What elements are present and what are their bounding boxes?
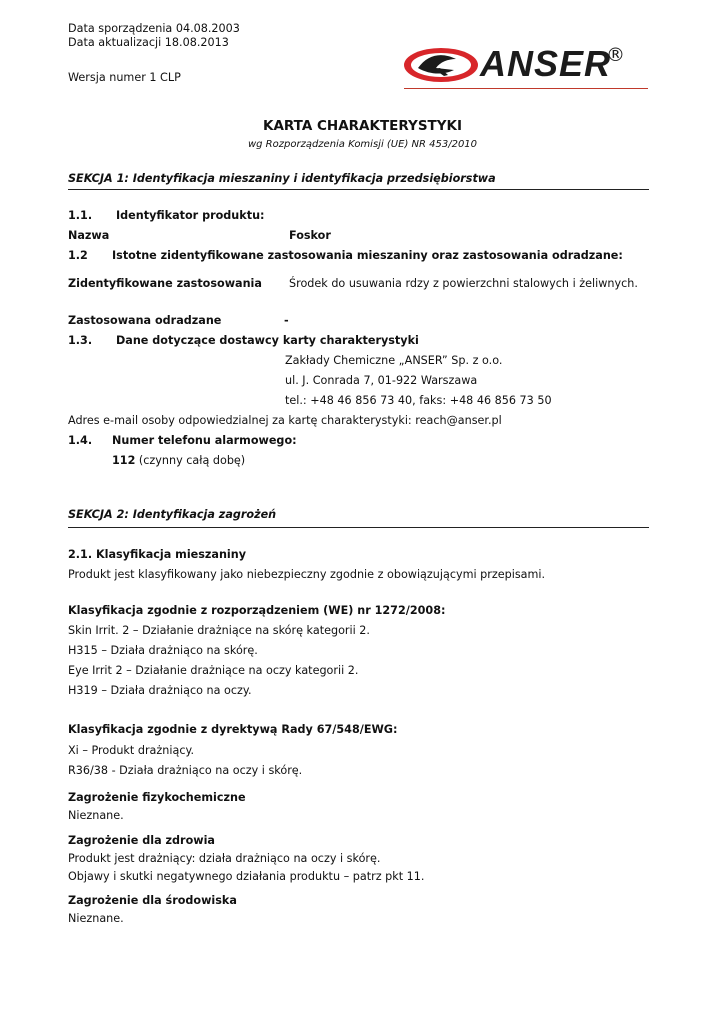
section1-divider (68, 189, 649, 190)
s14-label: Numer telefonu alarmowego: (112, 434, 297, 447)
emergency-note: (czynny całą dobę) (135, 454, 246, 467)
s14-number: 1.4. (68, 434, 93, 447)
s11-number: 1.1. (68, 209, 93, 222)
advised-against-value: - (284, 314, 289, 327)
health-line: Objawy i skutki negatywnego działania produktu – patrz pkt 11. (68, 870, 425, 883)
version-label: Wersja numer 1 CLP (68, 71, 181, 84)
document-title: KARTA CHARAKTERYSTYKI (262, 118, 463, 134)
s21-text: Produkt jest klasyfikowany jako niebezpieczny zgodnie z obowiązującymi przepisami. (68, 568, 546, 581)
supplier-name: Zakłady Chemiczne „ANSER” Sp. z o.o. (285, 354, 503, 367)
document-subtitle: wg Rozporządzenia Komisji (UE) NR 453/2010 (247, 139, 478, 150)
section2-heading: SEKCJA 2: Identyfikacja zagrożeń (68, 508, 277, 521)
registered-mark: ® (606, 44, 625, 66)
physchem-text: Nieznane. (68, 809, 124, 822)
date-created: Data sporządzenia 04.08.2003 (68, 22, 240, 35)
supplier-phone: tel.: +48 46 856 73 40, faks: +48 46 856 73 50 (285, 394, 552, 407)
supplier-address: ul. J. Conrada 7, 01-922 Warszawa (285, 374, 478, 387)
name-value: Foskor (289, 229, 331, 242)
environment-text: Nieznane. (68, 912, 124, 925)
physchem-heading: Zagrożenie fizykochemiczne (68, 791, 246, 804)
responsible-email-line: Adres e-mail osoby odpowiedzialnej za kartę charakterystyki: reach@anser.pl (68, 414, 502, 427)
s21-heading: 2.1. Klasyfikacja mieszaniny (68, 548, 247, 561)
clp-line: Eye Irrit 2 – Działanie drażniące na oczy kategorii 2. (68, 664, 359, 677)
bird-icon (404, 48, 478, 82)
advised-against-label: Zastosowana odradzane (68, 314, 222, 327)
dsd-line: R36/38 - Działa drażniąco na oczy i skórę. (68, 764, 303, 777)
logo-underline (404, 88, 648, 89)
environment-heading: Zagrożenie dla środowiska (68, 894, 237, 907)
health-heading: Zagrożenie dla zdrowia (68, 834, 215, 847)
clp-line: H315 – Działa drażniąco na skórę. (68, 644, 258, 657)
section1-heading: SEKCJA 1: Identyfikacja mieszaniny i identyfikacja przedsiębiorstwa (68, 172, 496, 185)
dsd-line: Xi – Produkt drażniący. (68, 744, 195, 757)
identified-uses-value: Środek do usuwania rdzy z powierzchni stalowych i żeliwnych. (289, 277, 638, 290)
clp-heading: Klasyfikacja zgodnie z rozporządzeniem (WE) nr 1272/2008: (68, 604, 446, 617)
emergency-line (112, 454, 245, 467)
anser-logo (404, 43, 626, 86)
s11-label: Identyfikator produktu: (116, 209, 265, 222)
clp-line: H319 – Działa drażniąco na oczy. (68, 684, 252, 697)
logo-wordmark: ANSER (480, 43, 612, 84)
logo-emblem (404, 48, 478, 82)
emergency-number: 112 (112, 454, 136, 467)
date-updated: Data aktualizacji 18.08.2013 (68, 36, 229, 49)
name-label: Nazwa (68, 229, 110, 242)
identified-uses-label: Zidentyfikowane zastosowania (68, 277, 262, 290)
dsd-heading: Klasyfikacja zgodnie z dyrektywą Rady 67/548/EWG: (68, 723, 398, 736)
s12-number: 1.2 (68, 249, 88, 262)
s13-label: Dane dotyczące dostawcy karty charakterystyki (116, 334, 419, 347)
s13-number: 1.3. (68, 334, 93, 347)
clp-line: Skin Irrit. 2 – Działanie drażniące na skórę kategorii 2. (68, 624, 370, 637)
section2-divider (68, 527, 649, 528)
health-line: Produkt jest drażniący: działa drażniąco na oczy i skórę. (68, 852, 381, 865)
s12-label: Istotne zidentyfikowane zastosowania mieszaniny oraz zastosowania odradzane: (112, 249, 623, 262)
